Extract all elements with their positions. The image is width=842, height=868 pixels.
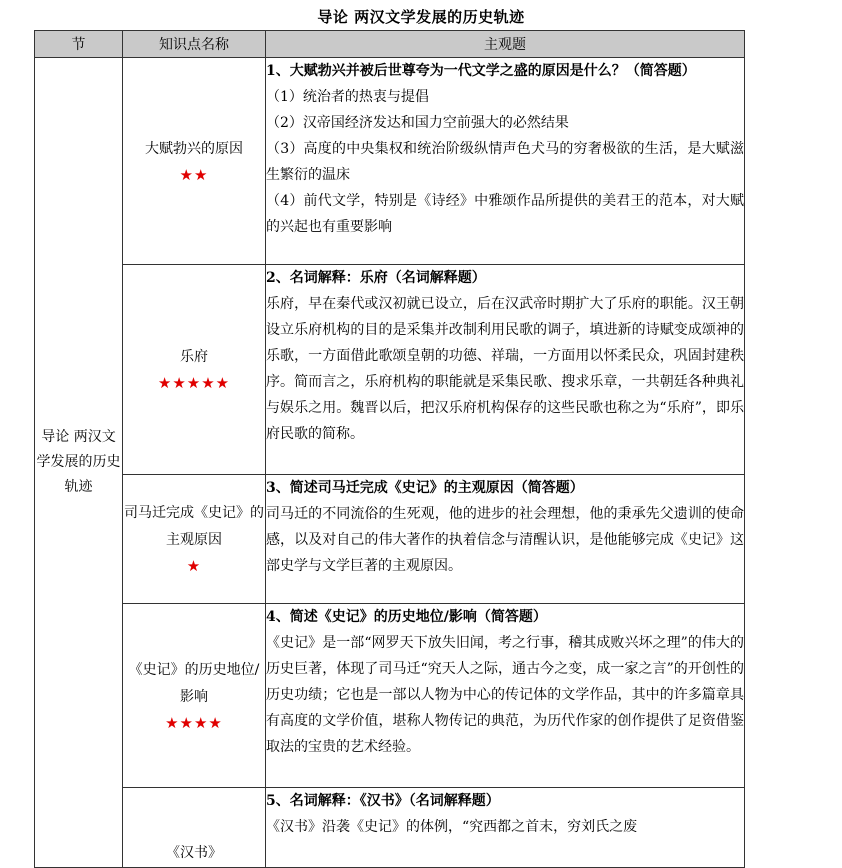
answer-line: 《史记》是一部“网罗天下放失旧闻，考之行事，稽其成败兴坏之理”的伟大的历史巨著，体现了司马迁“究天人之际，通古今之变，成一家之言”的开创性的历史功绩；它也是一部以人物为中心的传记体的文学作品，其中的许多篇章具有高度的文学价值，堪称人物传记的典范，为历代作家的创作提供了足资借鉴取法的宝贵的艺术经验。: [266, 635, 744, 755]
content-cell: [266, 265, 745, 475]
question-title: 1、大赋勃兴并被后世尊夸为一代文学之盛的原因是什么？（简答题）: [266, 63, 696, 79]
table-row: [35, 58, 745, 265]
content-cell: [266, 58, 745, 265]
table-header-row: [35, 31, 745, 58]
knowledge-cell: [123, 58, 266, 265]
header-subjective: 主观题: [266, 31, 745, 58]
answer-line: 乐府，早在秦代或汉初就已设立，后在汉武帝时期扩大了乐府的职能。汉王朝设立乐府机构的目的是采集并改制利用民歌的调子，填进新的诗赋变成颂神的乐歌，一方面借此歌颂皇朝的功德、祥瑞，一方面用以怀柔民众，巩固封建秩序。简而言之，乐府机构的职能就是采集民歌、搜求乐章，一共朝廷各种典礼与娱乐之用。魏晋以后，把汉乐府机构保存的这些民歌也称之为“乐府”，即乐府民歌的简称。: [266, 296, 744, 442]
importance-stars: ★★★★★: [157, 374, 231, 392]
knowledge-label: 司马迁完成《史记》的主观原因: [124, 505, 264, 548]
knowledge-cell: [123, 475, 266, 604]
header-knowledge: 知识点名称: [123, 31, 266, 58]
knowledge-cell: [123, 604, 266, 788]
answer-line: （1）统治者的热衷与提倡: [266, 89, 429, 105]
answer-line: （2）汉帝国经济发达和国力空前强大的必然结果: [266, 115, 569, 131]
table-row: [35, 788, 745, 868]
table-row: [35, 265, 745, 475]
knowledge-label: 《史记》的历史地位/影响: [128, 661, 260, 705]
knowledge-label: 《汉书》: [166, 845, 222, 861]
answer-line: （4）前代文学，特别是《诗经》中雅颂作品所提供的美君王的范本，对大赋的兴起也有重要影响: [266, 193, 744, 235]
answer-line: 《汉书》沿袭《史记》的体例，“究西都之首末，穷刘氏之废: [266, 819, 638, 835]
knowledge-label: 乐府: [180, 349, 208, 365]
knowledge-table: [34, 30, 745, 868]
header-section: 节: [35, 31, 123, 58]
content-cell: [266, 604, 745, 788]
section-cell: 导论 两汉文学发展的历史轨迹: [35, 58, 123, 868]
content-cell: [266, 788, 745, 868]
question-title: 2、名词解释：乐府（名词解释题）: [266, 270, 486, 286]
knowledge-label: 大赋勃兴的原因: [145, 140, 243, 157]
page-title: 导论 两汉文学发展的历史轨迹: [317, 8, 525, 26]
question-title: 5、名词解释：《汉书》（名词解释题）: [266, 793, 500, 809]
answer-line: （3）高度的中央集权和统治阶级纵情声色犬马的穷奢极欲的生活，是大赋滋生繁衍的温床: [266, 141, 744, 183]
question-title: 3、简述司马迁完成《史记》的主观原因（简答题）: [266, 480, 584, 496]
table-row: [35, 475, 745, 604]
knowledge-cell: [123, 788, 266, 868]
importance-stars: ★★: [179, 165, 209, 184]
knowledge-cell: [123, 265, 266, 475]
question-title: 4、简述《史记》的历史地位/影响（简答题）: [266, 609, 547, 625]
table-row: [35, 604, 745, 788]
importance-stars: ★★★★: [165, 713, 223, 732]
importance-stars: ★: [186, 557, 202, 575]
content-cell: [266, 475, 745, 604]
answer-line: 司马迁的不同流俗的生死观，他的进步的社会理想，他的秉承先父遗训的使命感，以及对自己的伟大著作的执着信念与清醒认识，是他能够完成《史记》这部史学与文学巨著的主观原因。: [266, 506, 744, 574]
